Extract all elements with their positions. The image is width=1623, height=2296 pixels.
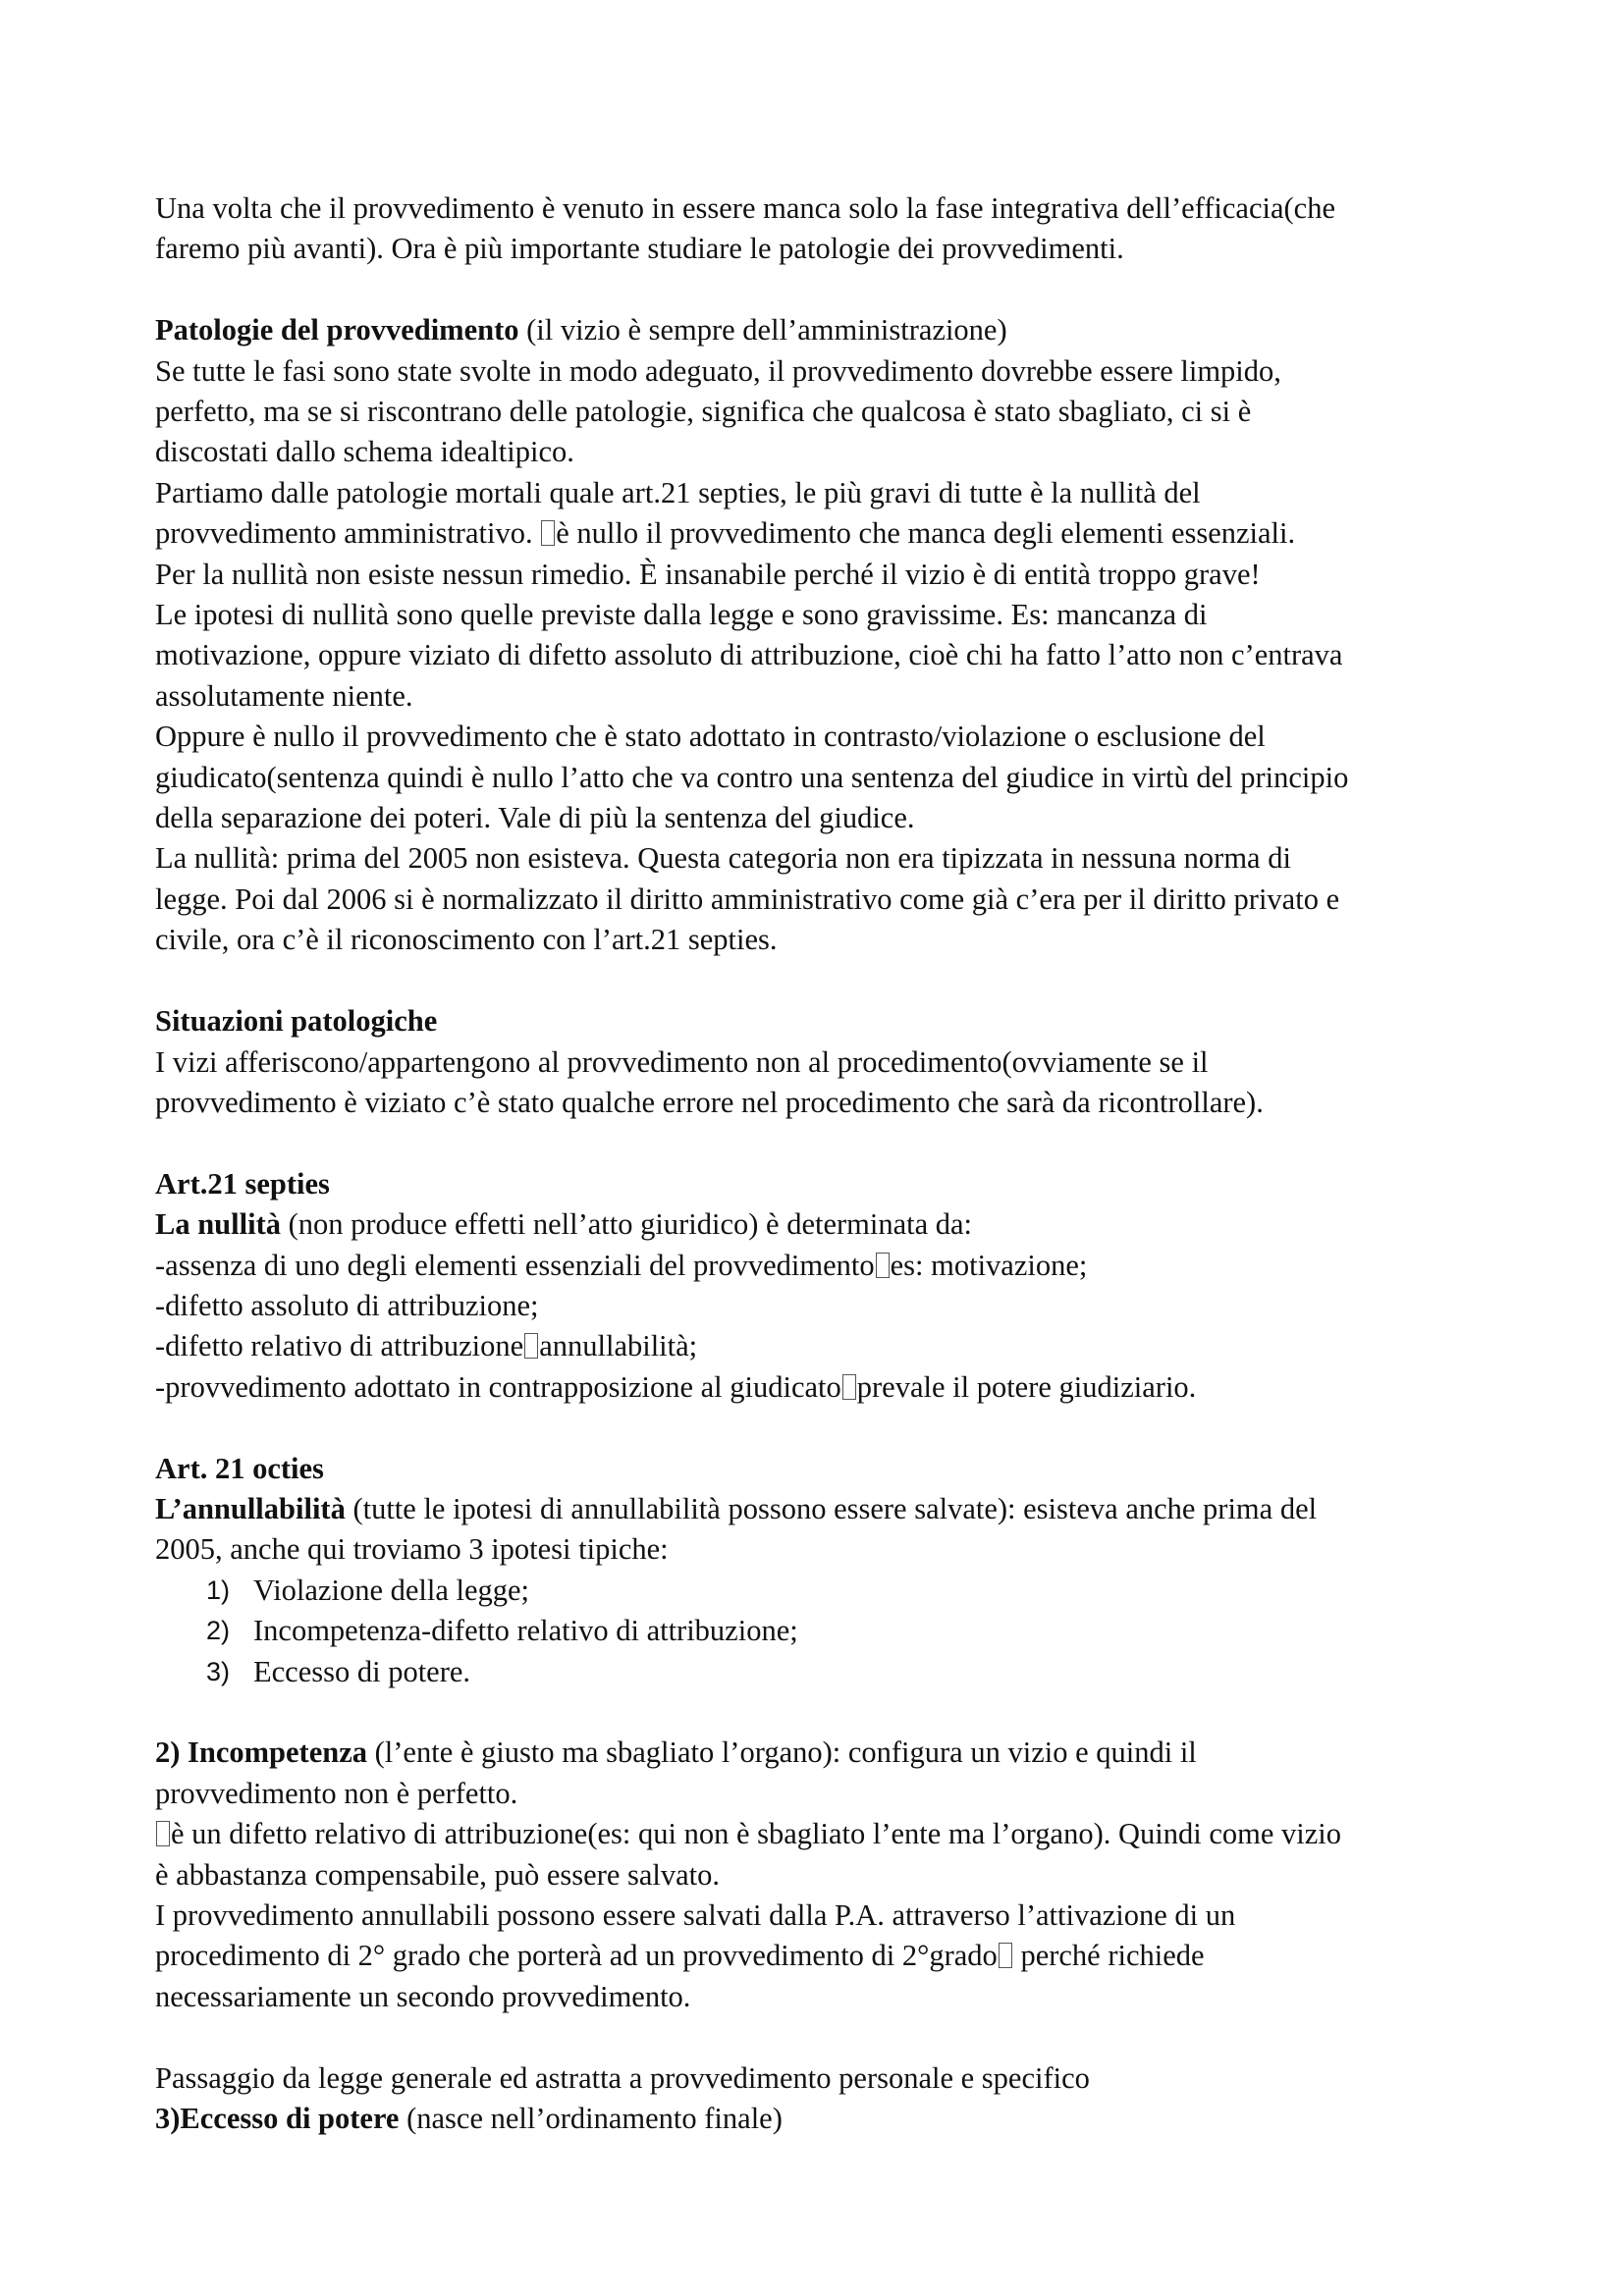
text-span: perché richiede — [1012, 1939, 1205, 1973]
text-span: procedimento di 2° grado che porterà ad un provvedimento di 2°grado — [155, 1939, 998, 1973]
eccesso-heading-rest: (nasce nell’ordinamento finale) — [399, 2102, 783, 2135]
text-span: prevale il potere giudiziario. — [856, 1369, 1197, 1404]
patologie-line: legge. Poi dal 2006 si è normalizzato il diritto amministrativo come già c’era per il diritto privato e — [155, 881, 1340, 916]
text-span: es: motivazione; — [890, 1248, 1088, 1282]
septies-item — [155, 1246, 1490, 1286]
text-span: è nullo il provvedimento che manca degli elementi essenziali. — [556, 516, 1296, 551]
text-span: è un difetto relativo di attribuzione(es: qui non è sbagliato l’ente ma l’organo). Quindi come vizio — [171, 1817, 1341, 1851]
octies-heading: Art. 21 octies — [155, 1451, 324, 1485]
paragraph-intro-line-2: faremo più avanti). Ora è più importante studiare le patologie dei provvedimenti. — [155, 232, 1124, 266]
text-span: -difetto relativo di attribuzione — [155, 1329, 524, 1363]
list-text: Incompetenza-difetto relativo di attribuzione; — [253, 1614, 798, 1648]
missing-glyph-icon — [156, 1821, 170, 1846]
incompetenza-heading-rest: (l’ente è giusto ma sbagliato l’organo): configura un vizio e quindi il — [367, 1735, 1197, 1770]
annullabilita-term: L’annullabilità — [155, 1491, 346, 1525]
list-number: 3) — [206, 1656, 231, 1686]
text-span: provvedimento amministrativo. — [155, 516, 541, 551]
situazioni-line: provvedimento è viziato c’è stato qualche errore nel procedimento che sarà da ricontrollare). — [155, 1085, 1264, 1119]
missing-glyph-icon — [999, 1943, 1012, 1968]
text-span: annullabilità; — [539, 1329, 698, 1363]
patologie-line: discostati dallo schema idealtipico. — [155, 435, 574, 469]
list-text: Violazione della legge; — [253, 1573, 530, 1607]
spacer — [155, 1123, 1490, 1163]
missing-glyph-icon — [842, 1374, 856, 1400]
text-span: -provvedimento adottato in contrapposizione al giudicato — [155, 1369, 841, 1404]
octies-line: 2005, anche qui troviamo 3 ipotesi tipiche: — [155, 1532, 669, 1567]
list-item — [155, 1571, 1490, 1611]
patologie-line: La nullità: prima del 2005 non esisteva. Questa categoria non era tipizzata in nessuna norma di — [155, 841, 1291, 876]
septies-item — [155, 1367, 1490, 1408]
spacer — [155, 2017, 1490, 2057]
patologie-line: perfetto, ma se si riscontrano delle patologie, significa che qualcosa è stato sbagliato, ci si è — [155, 395, 1252, 429]
nullita-line — [155, 1204, 1490, 1245]
incompetenza-heading: 2) Incompetenza — [155, 1735, 368, 1770]
septies-item — [155, 1326, 1490, 1366]
patologie-line: Partiamo dalle patologie mortali quale art.21 septies, le più gravi di tutte è la nullità del — [155, 475, 1201, 509]
situazioni-heading: Situazioni patologiche — [155, 1004, 438, 1039]
document-page — [155, 188, 1490, 2139]
missing-glyph-icon — [876, 1253, 890, 1278]
patologie-line-with-glyph — [155, 513, 1490, 554]
incompetenza-line: provvedimento non è perfetto. — [155, 1776, 518, 1810]
incompetenza-line: I provvedimento annullabili possono essere salvati dalla P.A. attraverso l’attivazione di un — [155, 1897, 1236, 1932]
list-number: 1) — [206, 1575, 231, 1605]
list-text: Eccesso di potere. — [253, 1654, 471, 1688]
paragraph-intro-line-1: Una volta che il provvedimento è venuto in essere manca solo la fase integrativa dell’efficacia(che — [155, 191, 1335, 225]
patologie-line: civile, ora c’è il riconoscimento con l’art.21 septies. — [155, 923, 778, 957]
spacer — [155, 270, 1490, 310]
patologie-line: assolutamente niente. — [155, 678, 413, 713]
patologie-line: Se tutte le fasi sono state svolte in modo adeguato, il provvedimento dovrebbe essere limpido, — [155, 353, 1281, 388]
incompetenza-line-with-glyph — [155, 1936, 1490, 1976]
patologie-line: motivazione, oppure viziato di difetto assoluto di attribuzione, cioè chi ha fatto l’atto non c’entrava — [155, 638, 1343, 672]
missing-glyph-icon — [541, 520, 555, 546]
missing-glyph-icon — [524, 1333, 538, 1359]
patologie-line: Oppure è nullo il provvedimento che è stato adottato in contrasto/violazione o esclusione del — [155, 720, 1266, 754]
text-span: -difetto assoluto di attribuzione; — [155, 1288, 539, 1322]
incompetenza-line-with-glyph — [155, 1814, 1490, 1854]
spacer — [155, 1692, 1490, 1733]
eccesso-heading-line — [155, 2099, 1490, 2139]
patologie-heading-line — [155, 310, 1490, 350]
septies-heading: Art.21 septies — [155, 1166, 330, 1201]
nullita-term: La nullità — [155, 1207, 281, 1242]
text-span: -assenza di uno degli elementi essenziali del provvedimento — [155, 1248, 875, 1282]
spacer — [155, 1408, 1490, 1448]
situazioni-line: I vizi afferiscono/appartengono al provvedimento non al procedimento(ovviamente se il — [155, 1044, 1209, 1079]
passaggio-line: Passaggio da legge generale ed astratta a provvedimento personale e specifico — [155, 2060, 1090, 2095]
septies-item — [155, 1286, 1490, 1326]
incompetenza-heading-line — [155, 1733, 1490, 1773]
patologie-heading-rest: (il vizio è sempre dell’amministrazione) — [518, 313, 1007, 347]
annullabilita-line — [155, 1489, 1490, 1529]
incompetenza-line: necessariamente un secondo provvedimento. — [155, 1979, 691, 2013]
list-item — [155, 1652, 1490, 1692]
numbered-list — [155, 1571, 1490, 1692]
patologie-line: giudicato(sentenza quindi è nullo l’atto che va contro una sentenza del giudice in virtù del principio — [155, 760, 1349, 794]
incompetenza-line: è abbastanza compensabile, può essere salvato. — [155, 1857, 721, 1892]
patologie-line: Le ipotesi di nullità sono quelle previste dalla legge e sono gravissime. Es: mancanza di — [155, 598, 1208, 632]
patologie-line: Per la nullità non esiste nessun rimedio. È insanabile perché il vizio è di entità troppo grave! — [155, 557, 1261, 591]
list-number: 2) — [206, 1616, 231, 1646]
annullabilita-rest: (tutte le ipotesi di annullabilità possono essere salvate): esisteva anche prima del — [345, 1491, 1318, 1525]
nullita-rest: (non produce effetti nell’atto giuridico) è determinata da: — [280, 1207, 973, 1242]
list-item — [155, 1611, 1490, 1651]
patologie-heading: Patologie del provvedimento — [155, 313, 519, 347]
eccesso-heading: 3)Eccesso di potere — [155, 2102, 400, 2135]
patologie-line: della separazione dei poteri. Vale di più la sentenza del giudice. — [155, 801, 915, 835]
spacer — [155, 961, 1490, 1001]
